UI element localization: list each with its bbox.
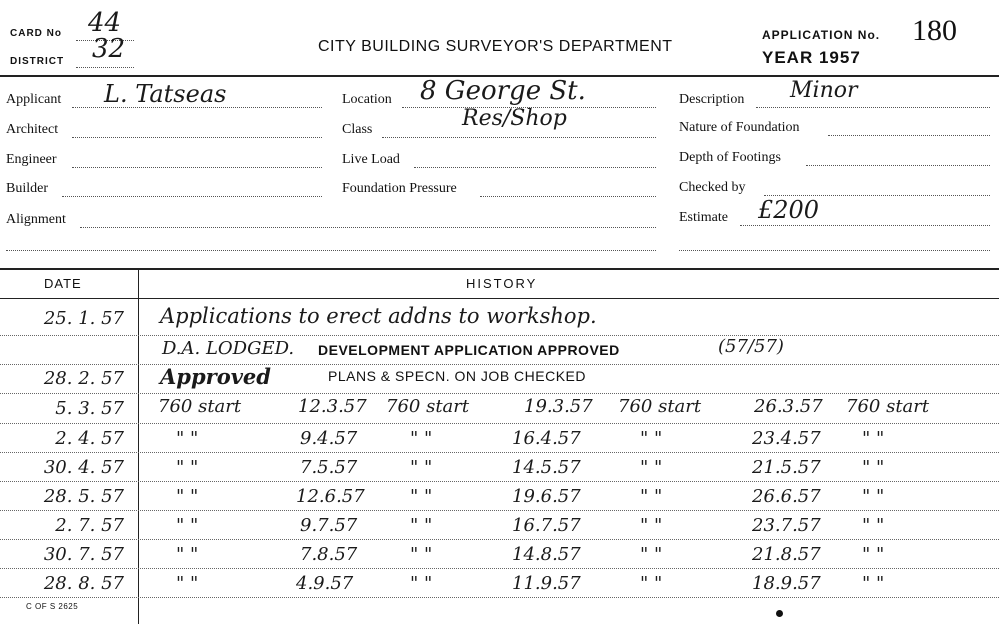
history-entry: 760 start (158, 396, 242, 417)
row-date: 5. 3. 57 (55, 398, 124, 419)
alignment-label: Alignment (6, 212, 66, 227)
nature-of-foundation-label: Nature of Foundation (679, 120, 800, 135)
history-entry: 760 start (846, 396, 930, 417)
live-load-label: Live Load (342, 152, 400, 167)
history-stamp: DEVELOPMENT APPLICATION APPROVED (318, 342, 620, 358)
history-entry: 7.5.57 (300, 457, 358, 478)
date-column-header: DATE (44, 276, 82, 291)
history-entry: 16.4.57 (512, 428, 581, 449)
history-entry: " " (176, 573, 199, 594)
nature-of-foundation-line (828, 135, 990, 136)
row-separator (0, 510, 999, 511)
history-entry: " " (862, 515, 885, 536)
architect-label: Architect (6, 122, 59, 137)
engineer-line (72, 167, 322, 168)
row-separator (0, 568, 999, 569)
history-entry: Approved (160, 364, 271, 389)
history-entry: " " (640, 573, 663, 594)
history-entry: 26.3.57 (754, 396, 823, 417)
architect-line (72, 137, 322, 138)
table-column-divider (138, 268, 139, 624)
row-separator (0, 423, 999, 424)
class-line (382, 137, 656, 138)
builder-line (62, 196, 322, 197)
history-entry: " " (176, 428, 199, 449)
history-entry: 14.8.57 (512, 544, 581, 565)
class-value: Res/Shop (462, 106, 567, 131)
ink-dot (776, 610, 783, 617)
row-separator (0, 539, 999, 540)
row-date: 2. 7. 57 (55, 515, 124, 536)
live-load-line (414, 167, 656, 168)
history-entry: (57/57) (718, 336, 784, 357)
row-separator (0, 364, 999, 365)
district-line (76, 67, 134, 68)
card-number-value: 44 (88, 8, 122, 38)
card-number-label: CARD No (10, 28, 62, 39)
history-entry: 14.5.57 (512, 457, 581, 478)
history-entry: 9.4.57 (300, 428, 358, 449)
history-stamp: PLANS & SPECN. ON JOB CHECKED (328, 368, 587, 384)
history-entry: 7.8.57 (300, 544, 358, 565)
estimate-value: £200 (758, 196, 820, 224)
description-label: Description (679, 92, 745, 107)
history-entry: 19.6.57 (512, 486, 581, 507)
description-line (756, 107, 990, 108)
history-entry: " " (176, 486, 199, 507)
history-entry: 4.9.57 (296, 573, 354, 594)
location-label: Location (342, 92, 392, 107)
department-title: CITY BUILDING SURVEYOR'S DEPARTMENT (318, 38, 673, 55)
application-number-label: APPLICATION No. (762, 28, 881, 42)
applicant-value: L. Tatseas (104, 80, 227, 108)
district-value: 32 (92, 34, 126, 64)
row-separator (0, 452, 999, 453)
depth-of-footings-label: Depth of Footings (679, 150, 781, 165)
history-entry: 11.9.57 (512, 573, 581, 594)
history-entry: 16.7.57 (512, 515, 581, 536)
row-date: 30. 4. 57 (43, 457, 124, 478)
row-separator (0, 481, 999, 482)
alignment-line (80, 227, 656, 228)
history-entry: " " (176, 544, 199, 565)
history-entry: D.A. LODGED. (162, 338, 295, 359)
history-entry: 18.9.57 (752, 573, 821, 594)
history-entry: " " (862, 544, 885, 565)
history-entry: 760 start (386, 396, 470, 417)
history-entry: " " (862, 573, 885, 594)
row-separator (0, 597, 999, 598)
history-entry: " " (176, 515, 199, 536)
row-date: 28. 5. 57 (43, 486, 124, 507)
history-entry: 21.8.57 (752, 544, 821, 565)
foundation-pressure-line (480, 196, 656, 197)
row-date: 28. 2. 57 (43, 368, 124, 389)
history-entry: 26.6.57 (752, 486, 821, 507)
blank-line-right (679, 250, 990, 251)
applicant-label: Applicant (6, 92, 62, 107)
row-separator (0, 393, 999, 394)
builder-label: Builder (6, 181, 48, 196)
history-entry: 12.6.57 (296, 486, 365, 507)
history-entry: " " (640, 544, 663, 565)
history-entry: " " (862, 457, 885, 478)
location-value: 8 George St. (420, 76, 586, 106)
history-entry: " " (410, 573, 433, 594)
form-code: C OF S 2625 (26, 602, 79, 611)
row-date: 25. 1. 57 (43, 308, 124, 329)
checked-by-label: Checked by (679, 180, 746, 195)
table-top-border (0, 268, 999, 270)
row-date: 30. 7. 57 (43, 544, 124, 565)
history-entry: " " (862, 428, 885, 449)
row-separator (0, 335, 999, 336)
engineer-label: Engineer (6, 152, 57, 167)
history-entry: " " (176, 457, 199, 478)
row-date: 2. 4. 57 (55, 428, 124, 449)
history-entry: 23.4.57 (752, 428, 821, 449)
description-value: Minor (790, 78, 858, 103)
depth-of-footings-line (806, 165, 990, 166)
foundation-pressure-label: Foundation Pressure (342, 181, 457, 196)
history-entry: " " (640, 457, 663, 478)
history-entry: 21.5.57 (752, 457, 821, 478)
history-entry: 19.3.57 (524, 396, 593, 417)
history-entry: " " (410, 486, 433, 507)
history-entry: 23.7.57 (752, 515, 821, 536)
history-entry: 12.3.57 (298, 396, 367, 417)
history-entry: " " (410, 544, 433, 565)
history-column-header: HISTORY (466, 276, 538, 291)
history-entry: " " (862, 486, 885, 507)
history-entry: " " (640, 486, 663, 507)
history-entry: 9.7.57 (300, 515, 358, 536)
history-entry: " " (410, 457, 433, 478)
table-header-border (0, 298, 999, 299)
history-entry: " " (410, 428, 433, 449)
history-entry: 760 start (618, 396, 702, 417)
class-label: Class (342, 122, 373, 137)
row-date: 28. 8. 57 (43, 573, 124, 594)
estimate-line (740, 225, 990, 226)
history-entry: " " (410, 515, 433, 536)
application-number-value: 180 (912, 14, 957, 47)
blank-line-left (6, 250, 656, 251)
history-entry: " " (640, 515, 663, 536)
district-label: DISTRICT (10, 56, 65, 67)
estimate-label: Estimate (679, 210, 728, 225)
history-entry: " " (640, 428, 663, 449)
year: YEAR 1957 (762, 48, 861, 67)
history-entry: Applications to erect addns to workshop. (160, 304, 597, 328)
